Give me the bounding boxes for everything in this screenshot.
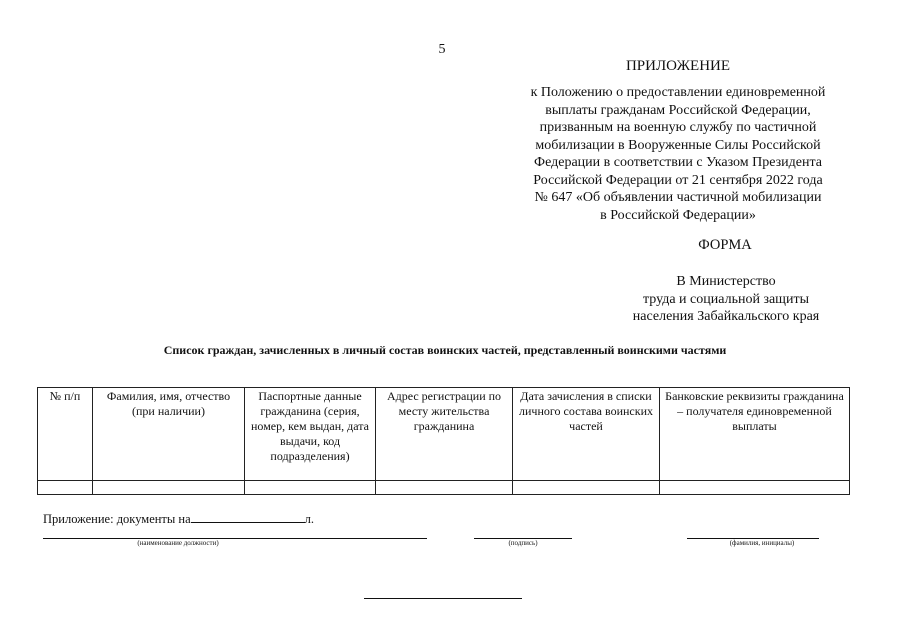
table-header-row [38, 388, 850, 481]
header-number: № п/п [38, 388, 93, 481]
header-address: Адрес регистрации по месту жительства гражданина [376, 388, 513, 481]
table-cell [376, 481, 513, 495]
table-cell [93, 481, 245, 495]
appendix-line: № 647 «Об объявлении частичной мобилизации [534, 190, 822, 205]
addressee-block [598, 273, 854, 326]
appendix-line: мобилизации в Вооруженные Силы Российской [535, 137, 821, 153]
table-cell [245, 481, 376, 495]
header-passport: Паспортные данные гражданина (серия, номер, кем выдан, дата выдачи, код подразделения) [245, 388, 376, 481]
header-enrollment-date: Дата зачисления в списки личного состава воинских частей [513, 388, 660, 481]
table-cell [660, 481, 850, 495]
table-row [38, 481, 850, 495]
appendix-line: призванным на военную службу по частичной [539, 120, 817, 135]
form-label: ФОРМА [698, 237, 752, 253]
appendix-title: ПРИЛОЖЕНИЕ [625, 58, 731, 74]
appendix-line: Российской Федерации от 21 сентября 2022 года [533, 172, 823, 188]
header-full-name: Фамилия, имя, отчество (при наличии) [93, 388, 245, 481]
attachment-prefix: Приложение: документы на [43, 512, 191, 526]
attachment-line [43, 511, 314, 527]
signature-caption: (подпись) [508, 539, 538, 547]
attachment-page-count-blank [191, 511, 305, 523]
appendix-line: выплаты гражданам Российской Федерации, [545, 102, 811, 118]
page-number: 5 [438, 42, 446, 57]
appendix-line: в Российской Федерации» [600, 207, 756, 223]
citizens-table [37, 387, 850, 495]
appendix-text [508, 84, 848, 224]
addressee-line: В Министерство [676, 274, 776, 289]
addressee-line: труда и социальной защиты [643, 291, 809, 307]
addressee-line: населения Забайкальского края [632, 309, 820, 324]
attachment-suffix: л. [304, 512, 315, 526]
position-caption: (наименование должности) [137, 539, 219, 547]
table-cell [38, 481, 93, 495]
header-bank-details: Банковские реквизиты гражданина – получателя единовременной выплаты [660, 388, 850, 481]
name-caption: (фамилия, инициалы) [729, 539, 795, 547]
appendix-line: к Положению о предоставлении единовременной [530, 85, 826, 100]
table-cell [513, 481, 660, 495]
list-title: Список граждан, зачисленных в личный состав воинских частей, представленный воинскими частями [163, 343, 727, 357]
appendix-line: Федерации в соответствии с Указом Президента [534, 155, 822, 170]
bottom-separator-line [364, 598, 522, 599]
